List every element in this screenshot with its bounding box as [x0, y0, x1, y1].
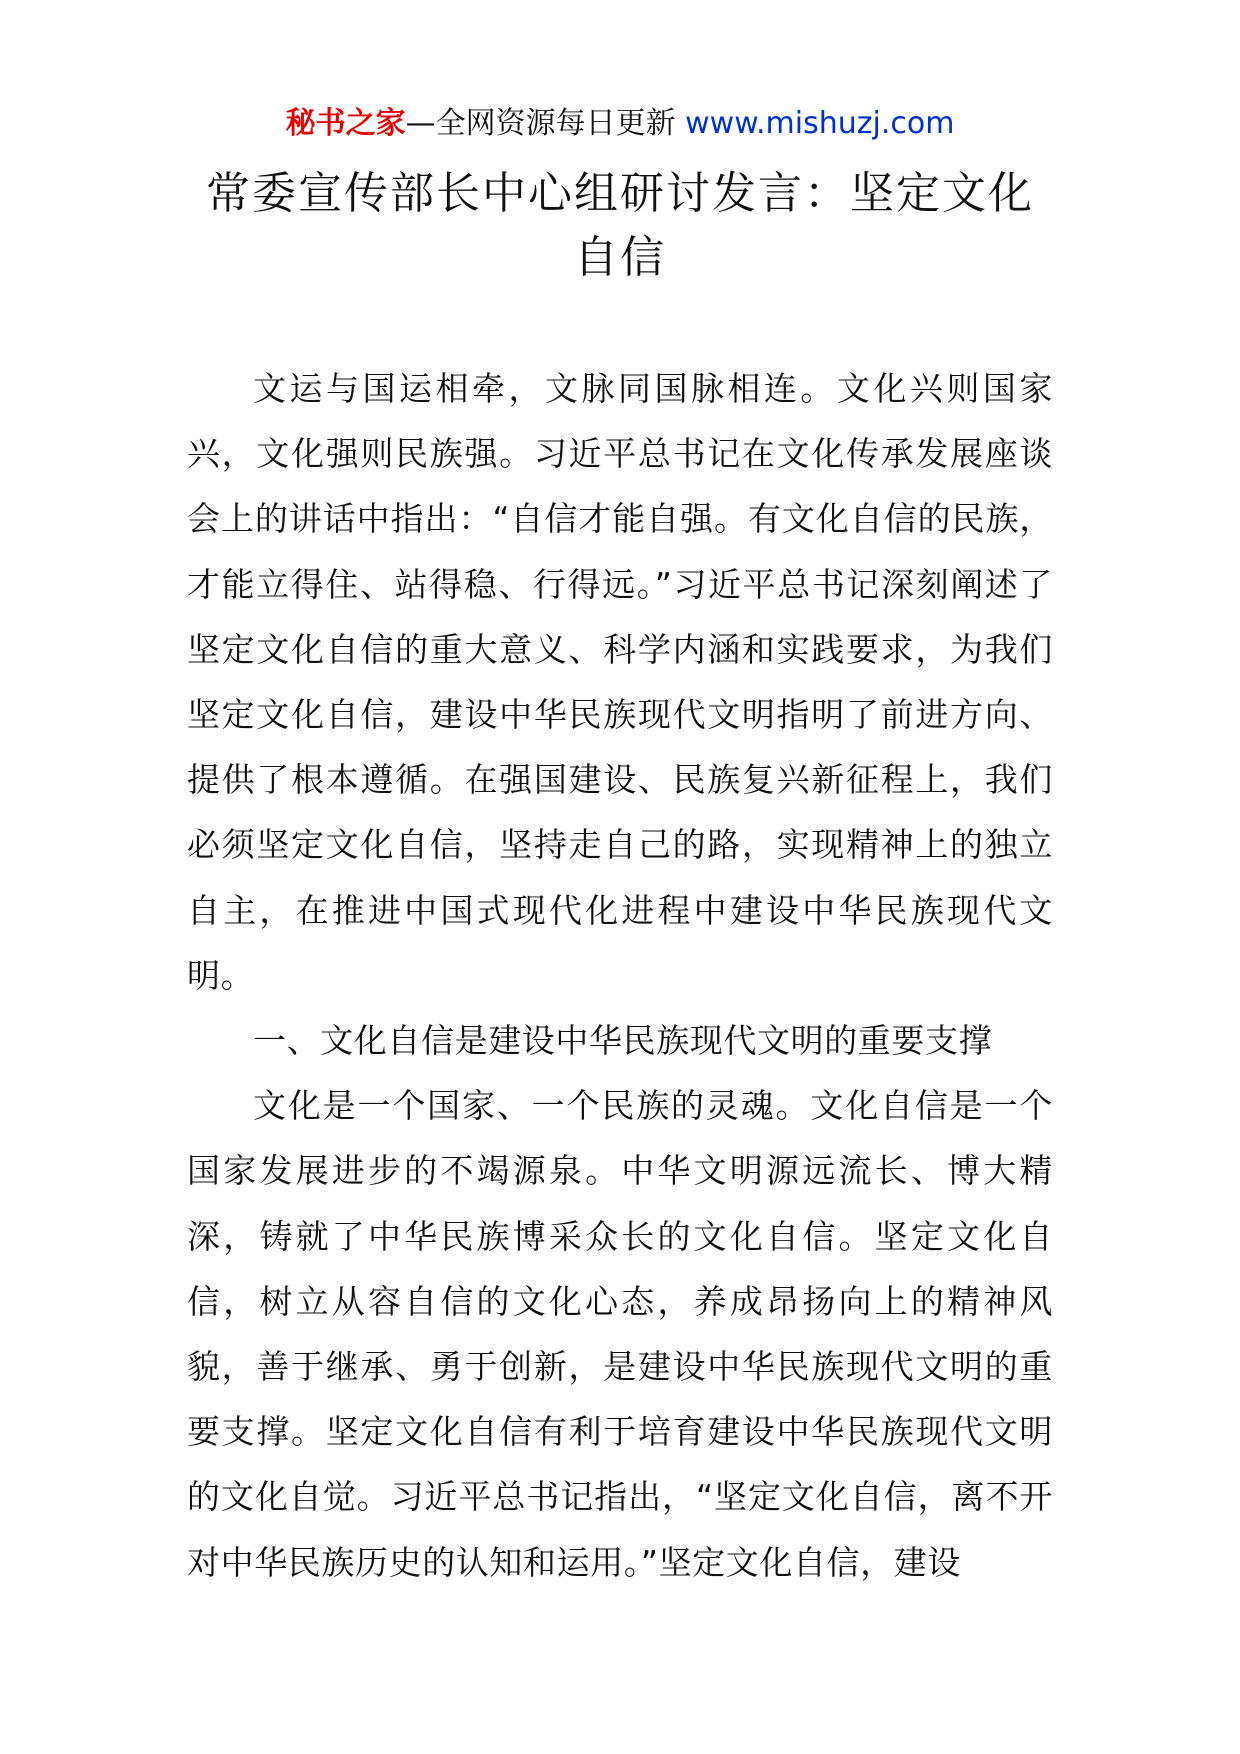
title-line-2: 自信	[574, 232, 666, 283]
document-body	[187, 356, 1053, 1595]
document-title	[180, 162, 1060, 290]
site-url-link[interactable]: www.mishuzj.com	[685, 106, 955, 141]
title-line-1: 常委宣传部长中心组研讨发言：坚定文化	[206, 168, 1034, 219]
brand-name: 秘书之家	[285, 106, 406, 141]
body-paragraph: 文化是一个国家、一个民族的灵魂。文化自信是一个国家发展进步的不竭源泉。中华文明源远流长、博大精深，铸就了中华民族博采众长的文化自信。坚定文化自信，树立从容自信的文化心态，养成昂扬向上的精神风貌，善于继承、勇于创新，是建设中华民族现代文明的重要支撑。坚定文化自信有利于培育建设中华民族现代文明的文化自觉。习近平总书记指出，“坚定文化自信，离不开对中华民族历史的认知和运用。”坚定文化自信，建设	[187, 1086, 1053, 1582]
section-heading: 一、文化自信是建设中华民族现代文明的重要支撑	[253, 1021, 993, 1061]
header-tagline: —全网资源每日更新	[405, 106, 686, 141]
site-header	[0, 104, 1240, 144]
body-paragraph: 文运与国运相牵，文脉同国脉相连。文化兴则国家兴，文化强则民族强。习近平总书记在文化传承发展座谈会上的讲话中指出：“自信才能自强。有文化自信的民族，才能立得住、站得稳、行得远。”习近平总书记深刻阐述了坚定文化自信的重大意义、科学内涵和实践要求，为我们坚定文化自信，建设中华民族现代文明指明了前进方向、提供了根本遵循。在强国建设、民族复兴新征程上，我们必须坚定文化自信，坚持走自己的路，实现精神上的独立自主，在推进中国式现代化进程中建设中华民族现代文明。	[187, 369, 1053, 995]
